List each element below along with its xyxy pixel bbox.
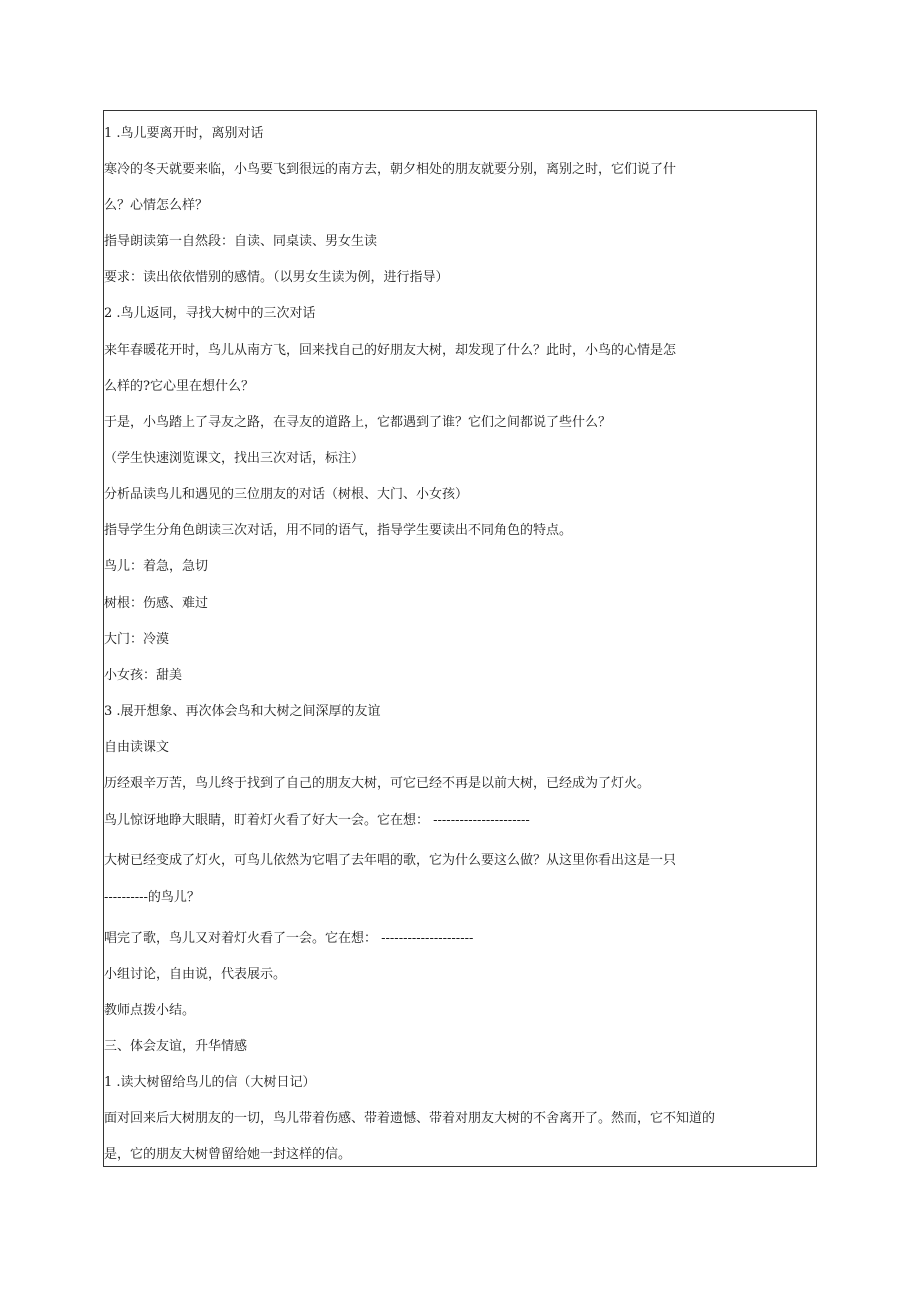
paragraph-line: 来年春暖花开时，鸟儿从南方飞，回来找自己的好朋友大树，却发现了什么？此时，小鸟的心情是怎: [104, 343, 677, 358]
role-line-root: 树根：伤感、难过: [104, 596, 209, 611]
paragraph-line: ----------的鸟儿？: [104, 890, 200, 905]
role-line-bird: 鸟儿：着急，急切: [104, 559, 209, 574]
section-heading-1: 1 .鸟儿要离开时，离别对话: [104, 126, 264, 141]
paragraph-line: 要求：读出依依惜别的感情。（以男女生读为例，进行指导）: [104, 270, 449, 285]
paragraph-line: 么样的?它心里在想什么？: [104, 379, 254, 394]
paragraph-line: 指导学生分角色朗读三次对话，用不同的语气，指导学生要读出不同角色的特点。: [104, 523, 573, 538]
section-heading-2: 2 .鸟儿返同，寻找大树中的三次对话: [104, 306, 316, 321]
section-heading-letter: 1 .读大树留给鸟儿的信（大树日记）: [104, 1075, 316, 1090]
paragraph-line: 唱完了歌，鸟儿又对着灯火看了一会。它在想： ---------------------: [104, 931, 474, 946]
paragraph-line: 么？心情怎么样？: [104, 198, 209, 213]
paragraph-line: 历经艰辛万苦，鸟儿终于找到了自己的朋友大树，可它已经不再是以前大树，已经成为了灯火。: [104, 776, 651, 791]
paragraph-line: 大树已经变成了灯火，可鸟儿依然为它唱了去年唱的歌，它为什么要这么做？从这里你看出这是一只: [104, 853, 677, 868]
paragraph-line: 教师点拨小结。: [104, 1003, 196, 1018]
role-line-gate: 大门：冷漠: [104, 632, 170, 647]
paragraph-line: 寒冷的冬天就要来临，小鸟要飞到很远的南方去，朝夕相处的朋友就要分别，离别之时，它们说了什: [104, 162, 677, 177]
paragraph-line: 鸟儿惊讶地睁大眼睛，盯着灯火看了好大一会。它在想： ----------------------: [104, 813, 530, 828]
paragraph-line: 是，它的朋友大树曾留给她一封这样的信。: [104, 1147, 352, 1162]
paragraph-line: 分析品读鸟儿和遇见的三位朋友的对话（树根、大门、小女孩）: [104, 487, 469, 502]
paragraph-line: 于是，小鸟踏上了寻友之路，在寻友的道路上，它都遇到了谁？它们之间都说了些什么？: [104, 415, 612, 430]
paragraph-line: 面对回来后大树朋友的一切，鸟儿带着伤感、带着遗憾、带着对朋友大树的不舍离开了。然而，它不知道的: [104, 1111, 716, 1126]
section-heading-3: 3 .展开想象、再次体会鸟和大树之间深厚的友谊: [104, 704, 381, 719]
section-heading-part3: 三、体会友谊，升华情感: [104, 1039, 248, 1054]
role-line-girl: 小女孩：甜美: [104, 668, 183, 683]
paragraph-line: 指导朗读第一自然段：自读、同桌读、男女生读: [104, 234, 378, 249]
paragraph-line: 小组讨论，自由说，代表展示。: [104, 967, 287, 982]
paragraph-line: 自由读课文: [104, 740, 170, 755]
paragraph-line: （学生快速浏览课文，找出三次对话，标注）: [104, 451, 365, 466]
